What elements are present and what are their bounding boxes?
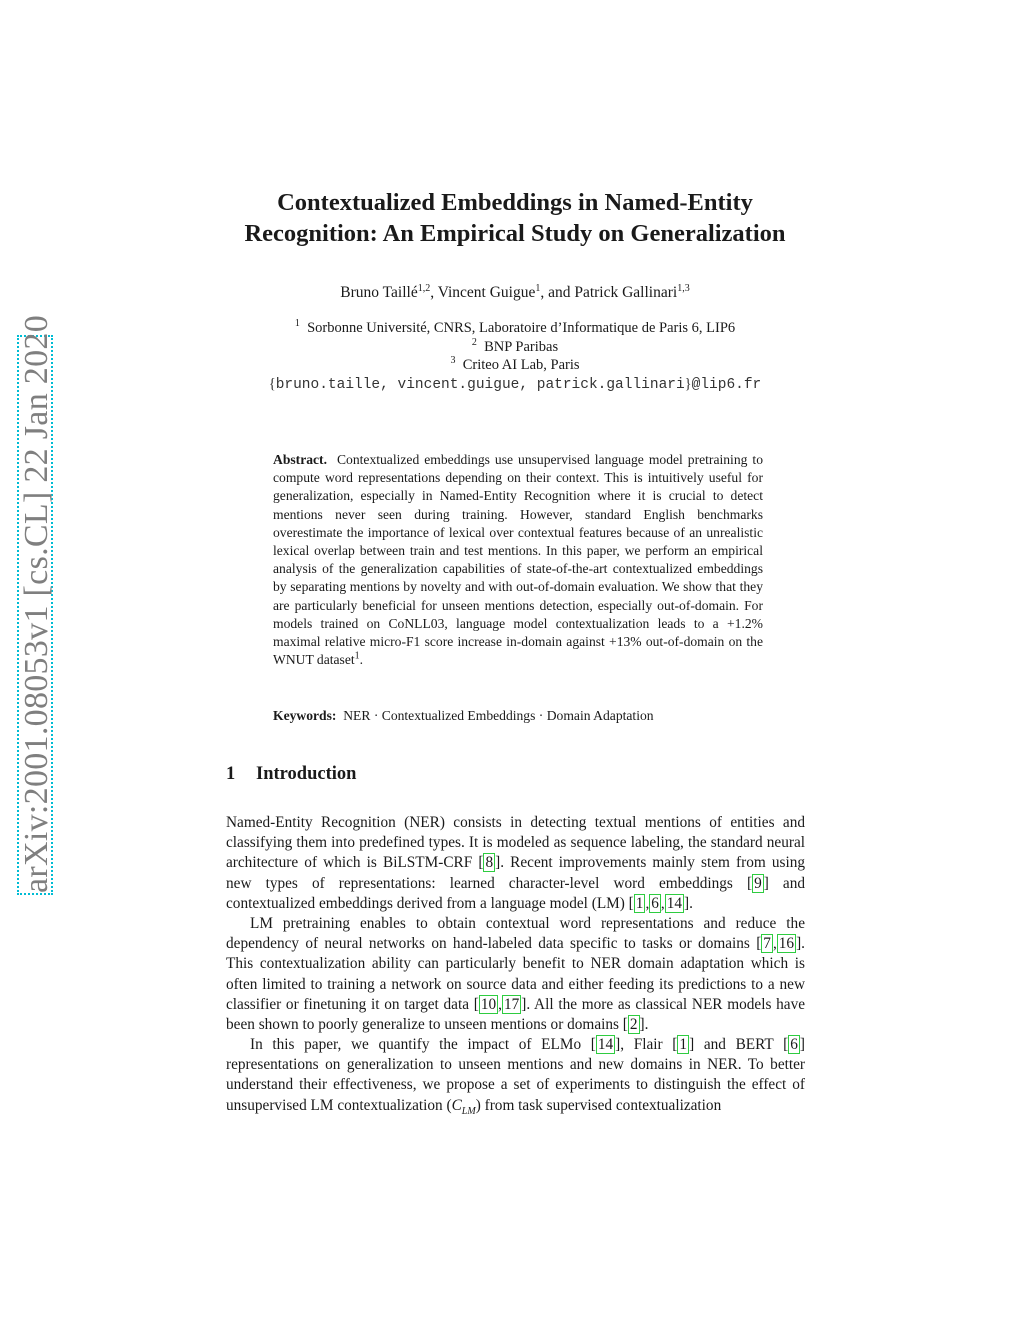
paragraph bbox=[226, 1035, 805, 1122]
math-symbol: C bbox=[451, 1096, 462, 1114]
author-affil-mark: 1 bbox=[535, 282, 541, 294]
author-name: , Vincent Guigue bbox=[430, 284, 536, 301]
paragraph-text: ] and BERT [ bbox=[689, 1036, 789, 1053]
citation-link[interactable]: 8 bbox=[485, 854, 494, 872]
keywords-text: NER · Contextualized Embeddings · Domain Adaptation bbox=[343, 708, 654, 723]
paragraph-text: ]. All the more as classical NER models have been shown to poorly generalize to unseen mentions or domains [ bbox=[226, 995, 806, 1034]
paragraph-text: ] representations on generalization to unseen mentions and new domains in NER. To better understand their effectiveness, we propose a set of experiments to distinguish the effect of unsupervised LM contextualization ( bbox=[226, 1036, 805, 1114]
section-heading bbox=[226, 764, 356, 785]
brace-open: { bbox=[268, 376, 276, 392]
section-title: Introduction bbox=[256, 764, 357, 784]
abstract bbox=[273, 451, 763, 669]
citation-link[interactable]: 9 bbox=[754, 874, 762, 892]
citation-link[interactable]: 14 bbox=[597, 1036, 614, 1053]
email-names: bruno.taille, vincent.guigue, patrick.gallinari bbox=[275, 377, 685, 393]
affiliation bbox=[200, 357, 830, 374]
paragraph-text: LM pretraining enables to obtain contextual word representations and reduce the dependency of neural networks on hand-labeled data specific to tasks or domains [ bbox=[226, 915, 805, 953]
affiliation bbox=[200, 320, 830, 337]
citation-link[interactable]: 6 bbox=[790, 1036, 798, 1053]
abstract-end: . bbox=[359, 652, 364, 668]
citation-link[interactable]: 17 bbox=[503, 995, 520, 1013]
affiliation-mark: 2 bbox=[471, 337, 477, 349]
keywords bbox=[273, 708, 763, 724]
paragraph-text: ) from task supervised contextualization bbox=[475, 1096, 722, 1114]
paragraph: Named-Entity Recognition (NER) consists in detecting textual mentions of entities and classifying them into predefined types. It is modeled as sequence labeling, the standard neural architecture of which is BiLSTM-CRF [ 8 ]. Recent improvements mainly stem from using new types of representations: learned character-level word embeddings [ 9 ] and contextualized embeddings derived from a language model (LM) [ 1 , 6 , 14 ]. bbox=[226, 814, 806, 912]
paragraph-text: ]. This contextualization ability can particularly benefit to NER domain adaptation which is often limited to training a network on source data and either feeding its predictions to a new classifier or finetuning it on target data [ bbox=[226, 935, 805, 1013]
paragraph: LM pretraining enables to obtain contextual word representations and reduce the dependency of neural networks on hand-labeled data specific to tasks or domains [ 7 , 16 ]. This contextualization ability can particularly benefit to NER domain adaptation which is often limited to training a network on source data and either feeding its predictions to a new classifier or finetuning it on target data [ 10 , 17 ]. All the more as classical NER models have been shown to poorly generalize to unseen mentions or domains [ 2 ]. bbox=[226, 915, 806, 1034]
citation-link[interactable]: 7 bbox=[763, 935, 771, 953]
author-emails bbox=[200, 376, 830, 393]
author-affil-mark: 1,2 bbox=[417, 282, 431, 294]
author-name: Bruno Taillé bbox=[340, 284, 418, 301]
affiliation-text: BNP Paribas bbox=[484, 339, 559, 355]
email-domain: @lip6.fr bbox=[691, 377, 762, 393]
brace-close: } bbox=[684, 376, 692, 392]
citation-link[interactable]: 1 bbox=[635, 894, 644, 912]
citation-link[interactable]: 16 bbox=[778, 935, 795, 953]
affiliation-text: Criteo AI Lab, Paris bbox=[462, 357, 580, 373]
paragraph-text: ], Flair [ bbox=[615, 1036, 678, 1053]
paper-title bbox=[200, 187, 830, 249]
abstract-text: Contextualized embeddings use unsupervised language model pretraining to compute word representations depending on their context. This is intuitively useful for generalization, especially in Named-Entity Recognition where it is crucial to detect mentions never seen during training. However, standard English benchmarks overestimate the importance of lexical over contextual features because of an unrealistic lexical overlap between train and test mentions. In this paper, we perform an empirical analysis of the generalization capabilities of state-of-the-art contextualized embeddings by separating mentions by novelty and with out-of-domain evaluation. We show that they are particularly beneficial for unseen mentions detection, especially out-of-domain. For models trained on CoNLL03, language model contextualization leads to a +1.2% maximal relative micro-F1 score increase in-domain against +13% out-of-domain on the WNUT dataset bbox=[273, 452, 763, 668]
paragraph-text: ] and contextualized embeddings derived from a language model (LM) [ bbox=[226, 874, 806, 912]
section-number: 1 bbox=[226, 764, 236, 784]
title-line-2: Recognition: An Empirical Study on Generalization bbox=[244, 220, 786, 247]
footnote-mark[interactable]: 1 bbox=[354, 650, 360, 662]
author-affil-mark: 1,3 bbox=[677, 282, 690, 294]
author-list bbox=[200, 284, 830, 302]
keywords-label: Keywords: bbox=[273, 708, 337, 723]
affiliation bbox=[200, 339, 830, 356]
affiliation-text: Sorbonne Université, CNRS, Laboratoire d’Informatique de Paris 6, LIP6 bbox=[307, 320, 736, 336]
paragraph-text: ]. Recent improvements mainly stem from using new types of representations: learned character-level word embeddings [ bbox=[226, 854, 806, 892]
citation-link[interactable]: 14 bbox=[666, 894, 683, 912]
citation-link[interactable]: 2 bbox=[629, 1016, 638, 1034]
author-name: , and Patrick Gallinari bbox=[540, 284, 678, 301]
citation-link[interactable]: 1 bbox=[679, 1036, 688, 1053]
paragraph-text: ]. bbox=[639, 1016, 649, 1034]
citation-link[interactable]: 10 bbox=[480, 995, 497, 1013]
affiliation-mark: 3 bbox=[450, 355, 456, 367]
arxiv-stamp: arXiv:2001.08053v1 [cs.CL] 22 Jan 2020 bbox=[18, 315, 55, 893]
paragraph-text: In this paper, we quantify the impact of ELMo [ bbox=[250, 1036, 596, 1053]
math-subscript: LM bbox=[461, 1105, 476, 1117]
abstract-label: Abstract. bbox=[273, 452, 327, 467]
paragraph-text: ]. bbox=[684, 894, 693, 912]
title-line-1: Contextualized Embeddings in Named-Entity bbox=[277, 189, 753, 216]
affiliation-mark: 1 bbox=[294, 318, 300, 330]
citation-link[interactable]: 6 bbox=[651, 894, 659, 912]
paragraph-text: Named-Entity Recognition (NER) consists in detecting textual mentions of entities and classifying them into predefined types. It is modeled as sequence labeling, the standard neural architecture of which is BiLSTM-CRF [ bbox=[226, 814, 805, 872]
